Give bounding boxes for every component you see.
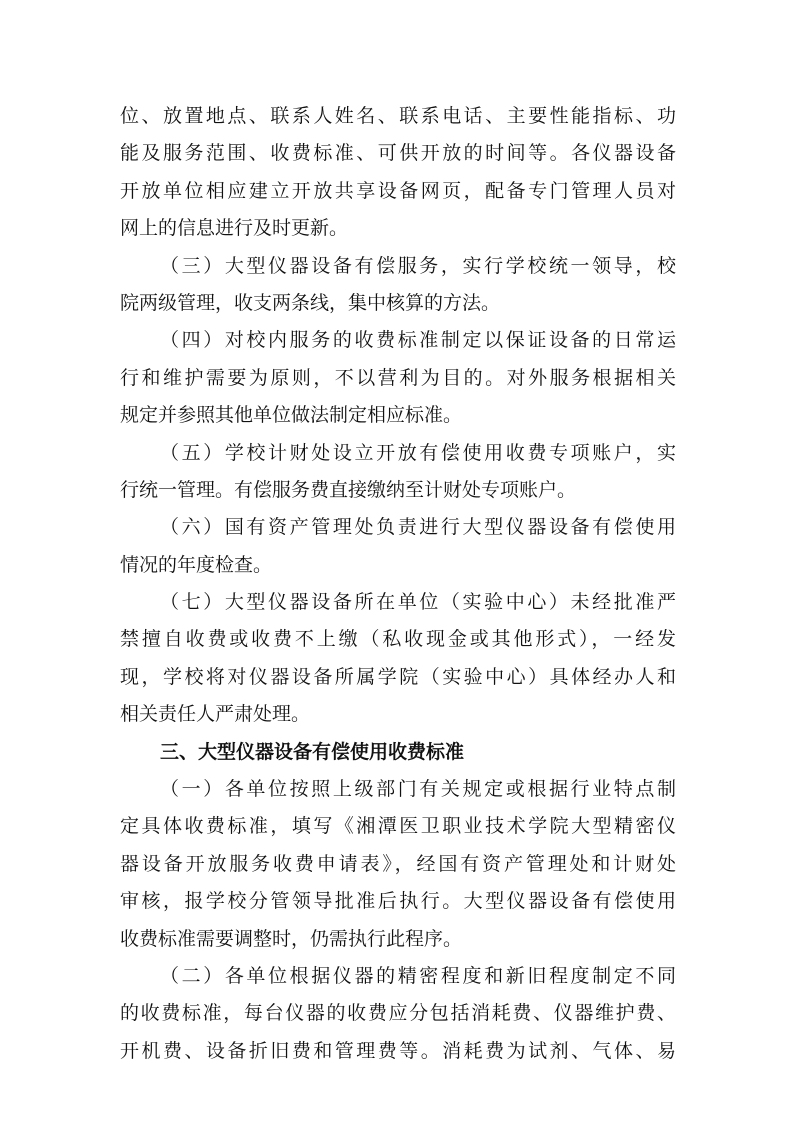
text-line: （四）对校内服务的收费标准制定以保证设备的日常运 (160, 329, 676, 352)
text-line: 禁擅自收费或收费不上缴（私收现金或其他形式），一经发 (120, 628, 676, 651)
text-line: 网上的信息进行及时更新。 (120, 217, 349, 240)
text-line: （七）大型仪器设备所在单位（实验中心）未经批准严 (160, 591, 676, 614)
section-heading: 三、大型仪器设备有偿使用收费标准 (160, 740, 465, 763)
text-line: 能及服务范围、收费标准、可供开放的时间等。各仪器设备 (120, 142, 676, 165)
text-line: 审核，报学校分管领导批准后执行。大型仪器设备有偿使用 (120, 890, 676, 913)
text-line: 行统一管理。有偿服务费直接缴纳至计财处专项账户。 (120, 478, 577, 501)
text-line: 相关责任人严肃处理。 (120, 703, 311, 726)
text-line: 院两级管理，收支两条线，集中核算的方法。 (120, 291, 501, 314)
text-line: 开放单位相应建立开放共享设备网页，配备专门管理人员对 (120, 179, 676, 202)
text-line: 现，学校将对仪器设备所属学院（实验中心）具体经办人和 (120, 665, 676, 688)
text-line: （二）各单位根据仪器的精密程度和新旧程度制定不同 (160, 964, 676, 987)
text-line: （三）大型仪器设备有偿服务，实行学校统一领导，校 (160, 254, 676, 277)
document-page (120, 98, 676, 1070)
text-line: 器设备开放服务收费申请表》，经国有资产管理处和计财处 (120, 852, 676, 875)
text-line: （六）国有资产管理处负责进行大型仪器设备有偿使用 (160, 516, 676, 539)
text-line: 规定并参照其他单位做法制定相应标准。 (120, 404, 463, 427)
text-line: 情况的年度检查。 (120, 553, 273, 576)
text-line: （一）各单位按照上级部门有关规定或根据行业特点制 (160, 778, 676, 801)
text-line: （五）学校计财处设立开放有偿使用收费专项账户，实 (160, 441, 676, 464)
text-line: 行和维护需要为原则，不以营利为目的。对外服务根据相关 (120, 366, 676, 389)
text-line: 开机费、设备折旧费和管理费等。消耗费为试剂、气体、易 (120, 1039, 676, 1062)
text-line: 位、放置地点、联系人姓名、联系电话、主要性能指标、功 (120, 105, 676, 127)
text-line: 收费标准需要调整时，仍需执行此程序。 (120, 927, 463, 950)
text-line: 定具体收费标准，填写《湘潭医卫职业技术学院大型精密仪 (120, 815, 676, 838)
text-line: 的收费标准，每台仪器的收费应分包括消耗费、仪器维护费、 (120, 1002, 676, 1025)
